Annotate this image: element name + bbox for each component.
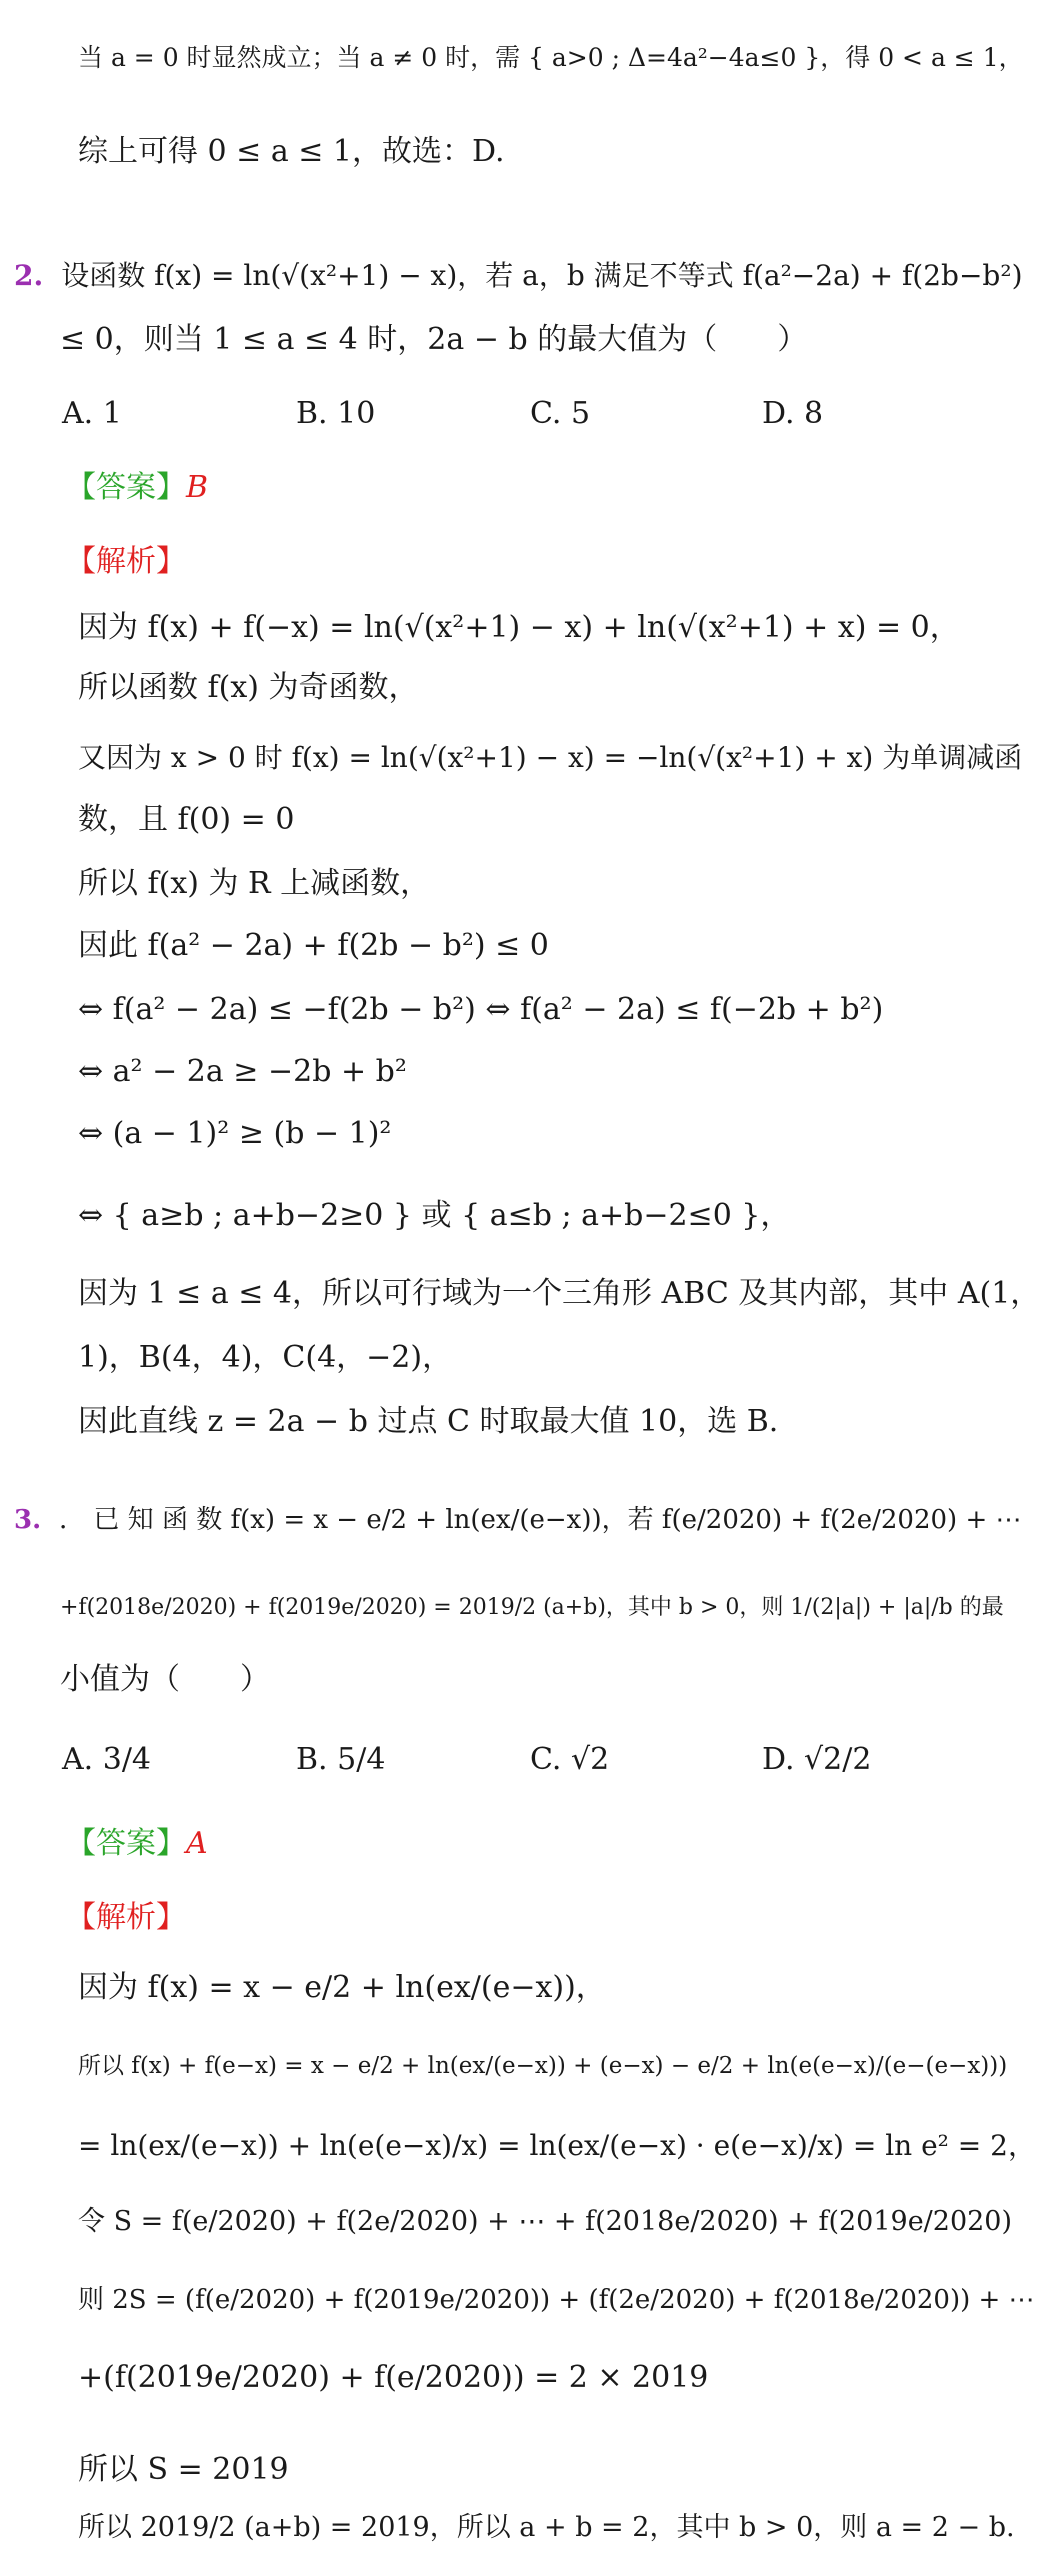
option-b: B. 10 [296,396,376,431]
explain-line: ⇔ (a − 1)² ≥ (b − 1)² [78,1116,392,1151]
explain-line: 因为 f(x) = x − e/2 + ln(ex/(e−x))， [78,1970,606,2005]
question-3-stem-2: +f(2018e/2020) + f(2019e/2020) = 2019/2 (a+b)，其中 b > 0，则 1/(2|a|) + |a|/b 的最 [60,1595,1004,1620]
explain-line: ⇔ f(a² − 2a) ≤ −f(2b − b²) ⇔ f(a² − 2a) ≤ f(−2b + b²) [78,992,884,1027]
option-a: A. 1 [62,396,122,431]
explain-line: 所以 f(x) + f(e−x) = x − e/2 + ln(ex/(e−x)) + (e−x) − e/2 + ln(e(e−x)/(e−(e−x))) [78,2053,1008,2079]
answer-tag: 【答案】 [66,470,186,505]
answer-tag: 【答案】 [66,1826,186,1861]
explain-line: +(f(2019e/2020) + f(e/2020)) = 2 × 2019 [78,2360,709,2395]
question-text: 设函数 f(x) = ln(√(x²+1) − x)，若 a，b 满足不等式 f(a²−2a) + f(2b−b²) [61,259,1023,292]
option-c: C. √2 [530,1742,610,1777]
question-3-stem-3: 小值为（ ） [60,1662,270,1697]
question-3-stem [14,1498,1022,1542]
explain-tag: 【解析】 [66,1900,186,1935]
explain-line: 则 2S = (f(e/2020) + f(2019e/2020)) + (f(2e/2020) + f(2018e/2020)) + ⋯ [78,2285,1035,2315]
text-line: 综上可得 0 ≤ a ≤ 1，故选：D. [78,134,505,169]
question-number: 2. [14,259,44,292]
answer-line [66,466,208,510]
answer-value: A [186,1826,208,1861]
explain-line: 所以 S = 2019 [78,2452,289,2487]
option-a: A. 3/4 [62,1742,152,1777]
question-2-stem [14,254,1023,298]
answer-line [66,1822,208,1866]
option-b: B. 5/4 [296,1742,386,1777]
explain-line: 所以 2019/2 (a+b) = 2019，所以 a + b = 2，其中 b > 0，则 a = 2 − b. [78,2512,1015,2543]
option-d: D. 8 [762,396,824,431]
explain-line: ⇔ { a≥b ; a+b−2≥0 } 或 { a≤b ; a+b−2≤0 }， [78,1198,791,1233]
option-d: D. √2/2 [762,1742,872,1777]
option-c: C. 5 [530,396,591,431]
explain-tag: 【解析】 [66,544,186,579]
explain-line: 数，且 f(0) = 0 [78,802,295,837]
explain-line: 因为 f(x) + f(−x) = ln(√(x²+1) − x) + ln(√(x²+1) + x) = 0， [78,610,960,645]
explain-line: 所以 f(x) 为 R 上减函数， [78,866,431,901]
question-2-stem-2: ≤ 0，则当 1 ≤ a ≤ 4 时，2a − b 的最大值为（ ） [60,322,808,357]
explain-line: 所以函数 f(x) 为奇函数， [78,670,419,705]
explain-line: 因此直线 z = 2a − b 过点 C 时取最大值 10，选 B. [78,1404,779,1439]
explain-line: 因为 1 ≤ a ≤ 4，所以可行域为一个三角形 ABC 及其内部，其中 A(1， [78,1276,1041,1311]
explain-line: = ln(ex/(e−x)) + ln(e(e−x)/x) = ln(ex/(e−x) · e(e−x)/x) = ln e² = 2， [78,2129,1036,2162]
answer-value: B [186,470,209,505]
explain-line: 1)，B(4，4)，C(4，−2)， [78,1340,453,1375]
explain-line: 因此 f(a² − 2a) + f(2b − b²) ≤ 0 [78,928,549,963]
explain-line: ⇔ a² − 2a ≥ −2b + b² [78,1054,407,1089]
explain-line: 令 S = f(e/2020) + f(2e/2020) + ⋯ + f(2018e/2020) + f(2019e/2020) [78,2206,1013,2237]
text-line: 当 a = 0 时显然成立；当 a ≠ 0 时，需 { a>0 ; Δ=4a²−4a≤0 }，得 0 < a ≤ 1， [78,43,1024,72]
explain-line: 又因为 x > 0 时 f(x) = ln(√(x²+1) − x) = −ln(√(x²+1) + x) 为单调减函 [78,741,1023,774]
question-number: 3. [14,1505,42,1535]
question-text: ． 已 知 函 数 f(x) = x − e/2 + ln(ex/(e−x))，若 f(e/2020) + f(2e/2020) + ⋯ [59,1505,1022,1535]
